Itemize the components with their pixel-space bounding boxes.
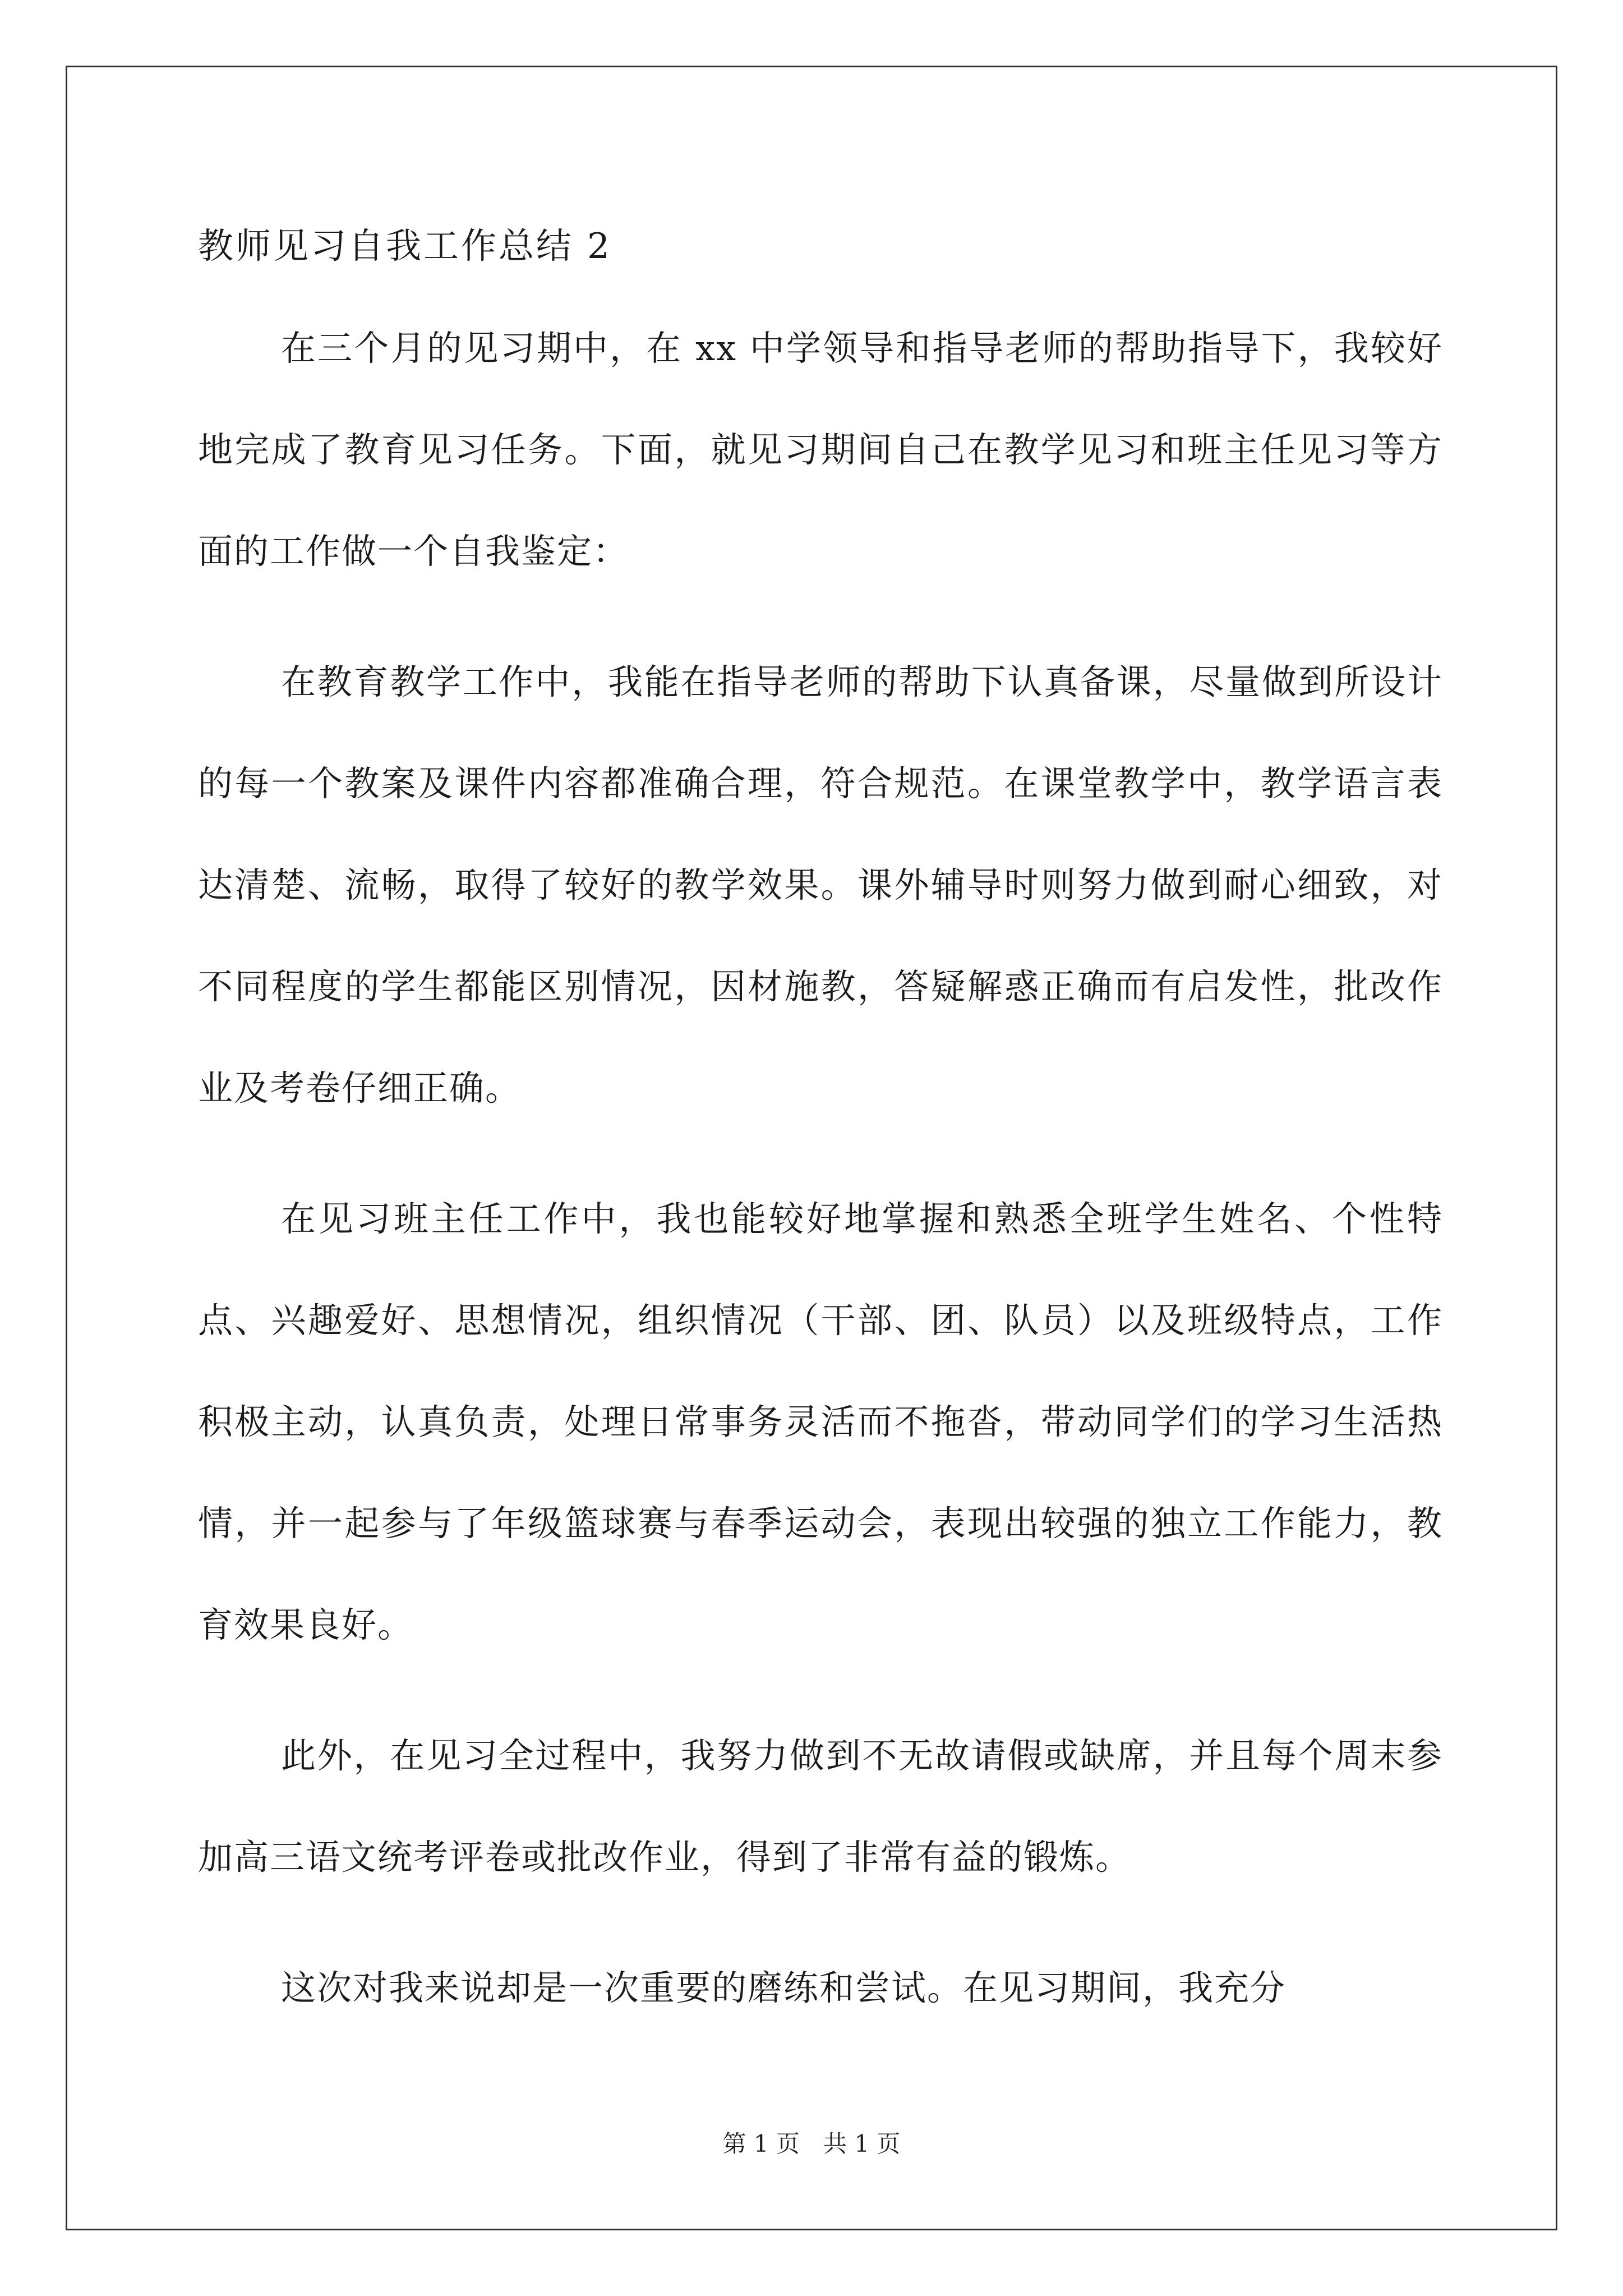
page-footer: 第 1 页 共 1 页 <box>722 2130 901 2157</box>
paragraph-reflection: 这次对我来说却是一次重要的磨练和尝试。在见习期间，我充分 <box>281 1967 1287 2008</box>
document-body <box>198 215 1443 2039</box>
document-title: 教师见习自我工作总结 2 <box>198 226 612 266</box>
paragraph-attendance: 此外，在见习全过程中，我努力做到不无故请假或缺席，并且每个周末参加高三语文统考评卷或批改作业，得到了非常有益的锻炼。 <box>198 1735 1443 1878</box>
paragraph-class-management: 在见习班主任工作中，我也能较好地掌握和熟悉全班学生姓名、个性特点、兴趣爱好、思想情况，组织情况（干部、团、队员）以及班级特点，工作积极主动，认真负责，处理日常事务灵活而不拖沓，带动同学们的学习生活热情，并一起参与了年级篮球赛与春季运动会，表现出较强的独立工作能力，教育效果良好。 <box>198 1198 1443 1645</box>
paragraph-teaching: 在教育教学工作中，我能在指导老师的帮助下认真备课，尽量做到所设计的每一个教案及课件内容都准确合理，符合规范。在课堂教学中，教学语言表达清楚、流畅，取得了较好的教学效果。课外辅导时则努力做到耐心细致，对不同程度的学生都能区别情况，因材施教，答疑解惑正确而有启发性，批改作业及考卷仔细正确。 <box>198 661 1443 1108</box>
paragraph-intro: 在三个月的见习期中，在 xx 中学领导和指导老师的帮助指导下，我较好地完成了教育见习任务。下面，就见习期间自己在教学见习和班主任见习等方面的工作做一个自我鉴定： <box>198 328 1443 572</box>
